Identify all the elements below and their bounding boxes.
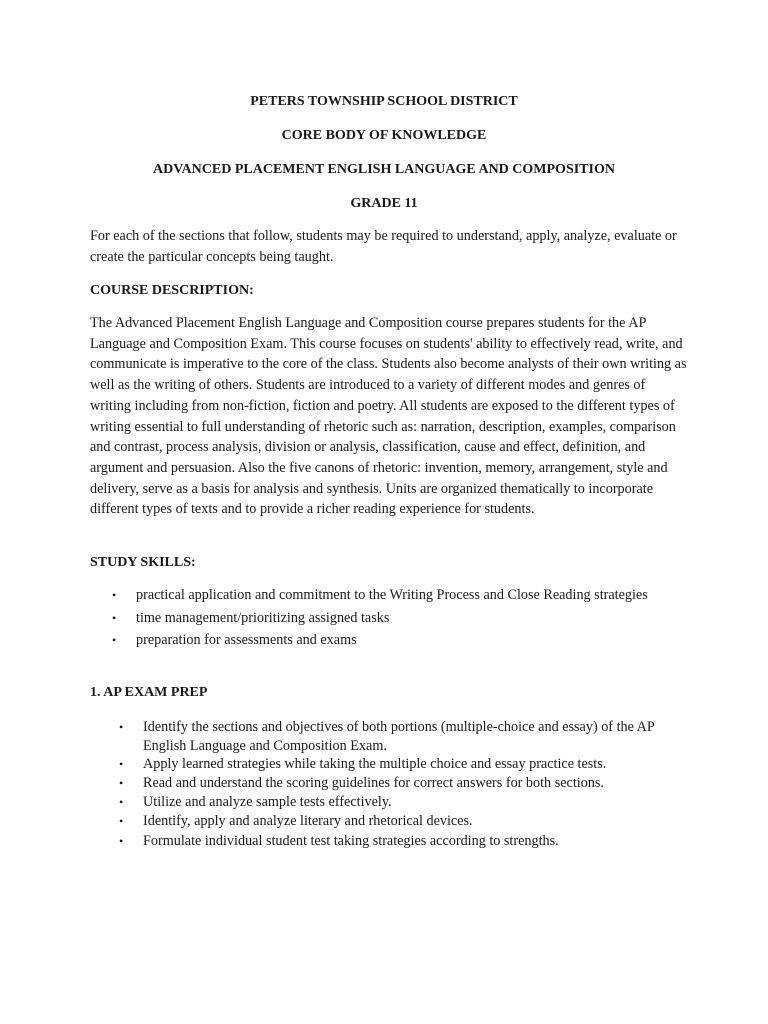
grade-heading: GRADE 11 [350,196,418,211]
list-item [119,774,663,793]
list-item-text: practical application and commitment to the Writing Process and Close Reading strategies [136,587,648,603]
course-description-paragraph: The Advanced Placement English Language and Composition course prepares students for the AP Language and Composition Exam. This course focuses on students' ability to effectively read, write, and communicate is imperative to the core of the class. Students also become analysts of their own writing as well as the writing of others. Students are introduced to a variety of different modes and genres of writing including from non-fiction, fiction and poetry. All students are exposed to the different types of writing essential to full understanding of rhetoric such as: narration, description, examples, comparison and contrast, process analysis, division or analysis, classification, cause and effect, definition, and argument and persuasion. Also the five canons of rhetoric: invention, memory, arrangement, style and delivery, serve as a basis for analysis and synthesis. Units are organized thematically to incorporate different types of texts and to provide a richer reading experience for students. [90,315,687,518]
list-item-text: Identify, apply and analyze literary and rhetorical devices. [143,812,473,829]
list-item-text: preparation for assessments and exams [136,632,357,648]
study-skills-title: STUDY SKILLS: [90,555,196,570]
list-item [112,608,656,631]
intro-paragraph: For each of the sections that follow, students may be required to understand, apply, analyze, evaluate or create the particular concepts being taught. [90,228,677,265]
list-item [119,755,663,774]
list-item [112,630,656,653]
list-item-text: Identify the sections and objectives of both portions (multiple-choice and essay) of the AP English Language and Composition Exam. [143,719,655,754]
list-item [119,832,663,851]
ap-exam-prep-title: 1. AP EXAM PREP [90,685,208,700]
ap-exam-prep-list [119,718,663,851]
list-item-text: Formulate individual student test taking strategies according to strengths. [143,833,559,850]
list-item-text: time management/prioritizing assigned tasks [136,609,390,626]
bullet-icon: • [112,633,117,647]
list-item [119,812,663,831]
bullet-icon: • [119,776,124,791]
list-item-text: Read and understand the scoring guidelines for correct answers for both sections. [143,775,604,792]
list-item [119,718,663,755]
list-item [119,793,663,812]
list-item-text: Apply learned strategies while taking the multiple choice and essay practice tests. [143,756,607,773]
bullet-icon: • [119,757,124,772]
bullet-icon: • [119,813,124,828]
bullet-icon: • [112,588,117,602]
study-skills-list [112,585,656,653]
bullet-icon: • [119,794,124,809]
bullet-icon: • [112,610,117,625]
bullet-icon: • [119,834,124,849]
list-item-text: Utilize and analyze sample tests effectively. [143,793,392,810]
course-description-title: COURSE DESCRIPTION: [90,283,254,298]
core-knowledge-heading: CORE BODY OF KNOWLEDGE [281,128,487,143]
list-item [112,585,656,608]
district-heading: PETERS TOWNSHIP SCHOOL DISTRICT [250,94,518,109]
course-heading: ADVANCED PLACEMENT ENGLISH LANGUAGE AND COMPOSITION [153,162,615,177]
bullet-icon: • [119,720,124,734]
